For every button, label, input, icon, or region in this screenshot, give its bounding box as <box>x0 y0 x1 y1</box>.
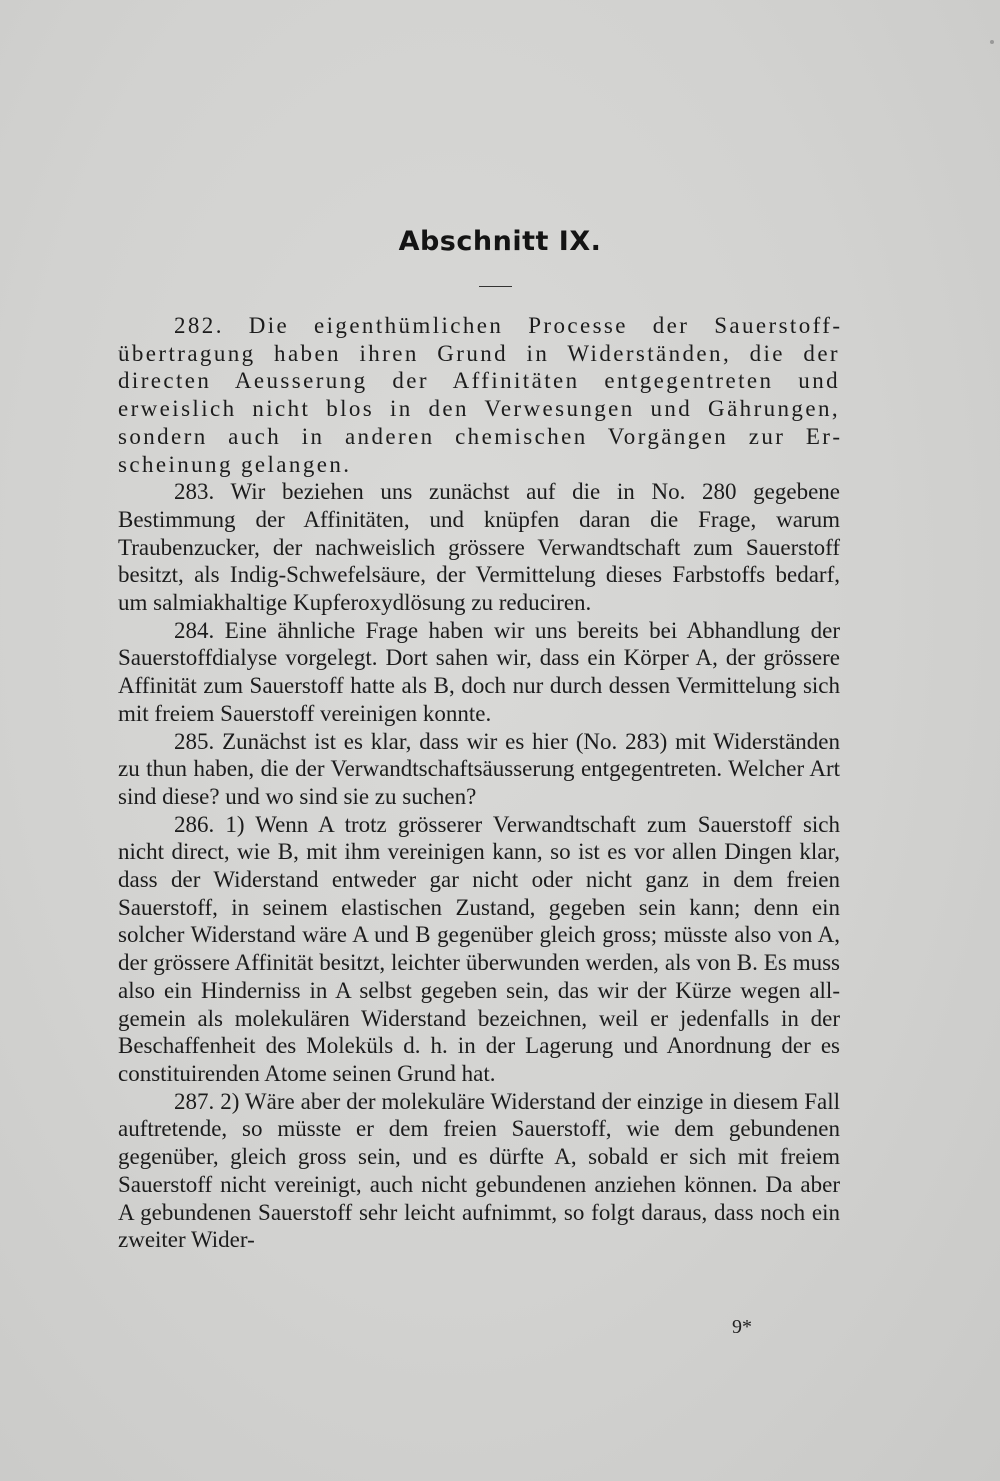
paragraph-282: 282. Die eigenthümlichen Processe der Sauerstoffübertragung haben ihren Grund in Widerständen, die der directen Aeusserung der Affinitäten entgegentreten und erweislich nicht blos in den Verwesungen und Gährungen, sondern auch in anderen chemischen Vorgängen zur Erscheinung gelangen. <box>118 313 840 477</box>
paragraph-283: 283. Wir beziehen uns zunächst auf die in No. 280 gegebene Bestimmung der Affinitäten, und knüpfen daran die Frage, warum Traubenzucker, der nachweislich grössere Verwandtschaft zum Sauerstoff besitzt, als Indig-Schwefelsäure, der Vermittelung dieses Farbstoffs bedarf, um salmiakhaltige Kupferoxydlösung zu reduciren. <box>118 479 840 616</box>
signature-mark: 9* <box>732 1316 752 1338</box>
paragraph-284: 284. Eine ähnliche Frage haben wir uns bereits bei Abhandlung der Sauerstoffdialyse vorgelegt. Dort sahen wir, dass ein Körper A, der grössere Affinität zum Sauerstoff hatte als B, doch nur durch dessen Vermittelung sich mit freiem Sauerstoff vereinigen konnte. <box>118 617 840 726</box>
heading-divider <box>479 286 512 287</box>
page-speck <box>990 40 994 44</box>
section-heading: Abschnitt IX. <box>398 226 602 257</box>
paragraph-287: 287. 2) Wäre aber der molekuläre Widerstand der einzige in diesem Fall auftretende, so müsste er dem freien Sauerstoff, wie dem gebundenen gegenüber, gleich gross sein, und es dürfte A, sobald er sich mit freiem Sauerstoff nicht vereinigt, auch nicht gebundenen anziehen können. Da aber A gebundenen Sauerstoff sehr leicht aufnimmt, so folgt daraus, dass noch ein zweiter Wider- <box>118 1088 840 1253</box>
paragraph-286: 286. 1) Wenn A trotz grösserer Verwandtschaft zum Sauerstoff sich nicht direct, wie B, mit ihm vereinigen kann, so ist es vor allen Dingen klar, dass der Widerstand entweder gar nicht oder nicht ganz in dem freien Sauerstoff, in seinem elastischen Zustand, gegeben sein kann; denn ein solcher Widerstand wäre A und B gegenüber gleich gross; müsste also von A, der grössere Affinität besitzt, leichter überwunden werden, als von B. Es muss also ein Hinderniss in A selbst gegeben sein, das wir der Kürze wegen allgemein als molekulären Widerstand bezeichnen, weil er jedenfalls in der Beschaffenheit des Moleküls d. h. in der Lagerung und Anordnung der es constituirenden Atome seinen Grund hat. <box>118 811 840 1086</box>
body-text <box>118 312 840 1254</box>
paragraph-285: 285. Zunächst ist es klar, dass wir es hier (No. 283) mit Widerständen zu thun haben, die der Verwandtschaftsäusserung entgegentreten. Welcher Art sind diese? und wo sind sie zu suchen? <box>118 728 840 809</box>
